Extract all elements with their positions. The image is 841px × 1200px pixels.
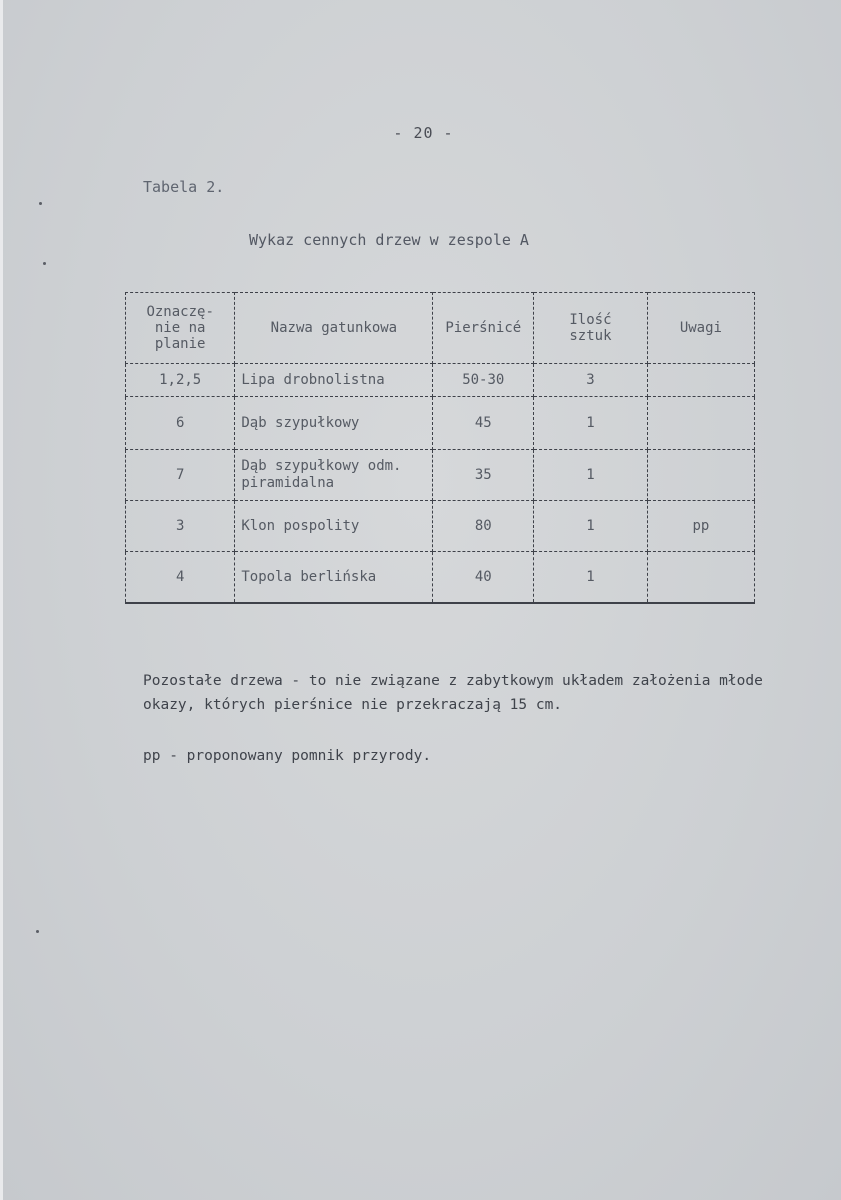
cell-species-name: Dąb szypułkowy <box>235 397 433 450</box>
cell-species-name: Dąb szypułkowy odm. piramidalna <box>235 450 433 501</box>
cell-trunk-diameter: 80 <box>433 501 534 552</box>
header-trunk-diameter: Pierśnicé <box>433 293 534 364</box>
cell-species-name: Klon pospolity <box>235 501 433 552</box>
cell-quantity: 1 <box>534 397 648 450</box>
paper-speck <box>36 930 39 933</box>
cell-species-name: Topola berlińska <box>235 552 433 604</box>
cell-marking: 6 <box>126 397 235 450</box>
table-label: Tabela 2. <box>143 178 225 196</box>
cell-marking: 7 <box>126 450 235 501</box>
table-row <box>126 552 755 604</box>
header-species-name: Nazwa gatunkowa <box>235 293 433 364</box>
cell-trunk-diameter: 40 <box>433 552 534 604</box>
header-remarks: Uwagi <box>647 293 754 364</box>
table-row <box>126 450 755 501</box>
cell-quantity: 1 <box>534 501 648 552</box>
cell-marking: 4 <box>126 552 235 604</box>
paper-speck <box>43 262 46 265</box>
cell-remarks <box>647 552 754 604</box>
cell-trunk-diameter: 50-30 <box>433 364 534 397</box>
cell-species-name: Lipa drobnolistna <box>235 364 433 397</box>
table-row <box>126 501 755 552</box>
cell-quantity: 1 <box>534 450 648 501</box>
cell-quantity: 1 <box>534 552 648 604</box>
cell-remarks <box>647 364 754 397</box>
cell-marking: 1,2,5 <box>126 364 235 397</box>
table-row <box>126 364 755 397</box>
trees-table <box>125 292 755 604</box>
cell-remarks <box>647 397 754 450</box>
table-caption: Wykaz cennych drzew w zespole A <box>249 231 529 249</box>
cell-remarks <box>647 450 754 501</box>
header-quantity: Ilość sztuk <box>534 293 648 364</box>
table-row <box>126 397 755 450</box>
paper-speck <box>39 202 42 205</box>
cell-marking: 3 <box>126 501 235 552</box>
header-marking: Oznaczę- nie na planie <box>126 293 235 364</box>
pp-legend-note: pp - proponowany pomnik przyrody. <box>143 748 432 764</box>
cell-quantity: 3 <box>534 364 648 397</box>
cell-trunk-diameter: 45 <box>433 397 534 450</box>
table-header-row <box>126 293 755 364</box>
cell-remarks: pp <box>647 501 754 552</box>
page-number: - 20 - <box>393 124 454 142</box>
cell-trunk-diameter: 35 <box>433 450 534 501</box>
remaining-trees-note: Pozostałe drzewa - to nie związane z zabytkowym układem założenia młode okazy, których pierśnice nie przekraczają 15 cm. <box>143 673 763 713</box>
